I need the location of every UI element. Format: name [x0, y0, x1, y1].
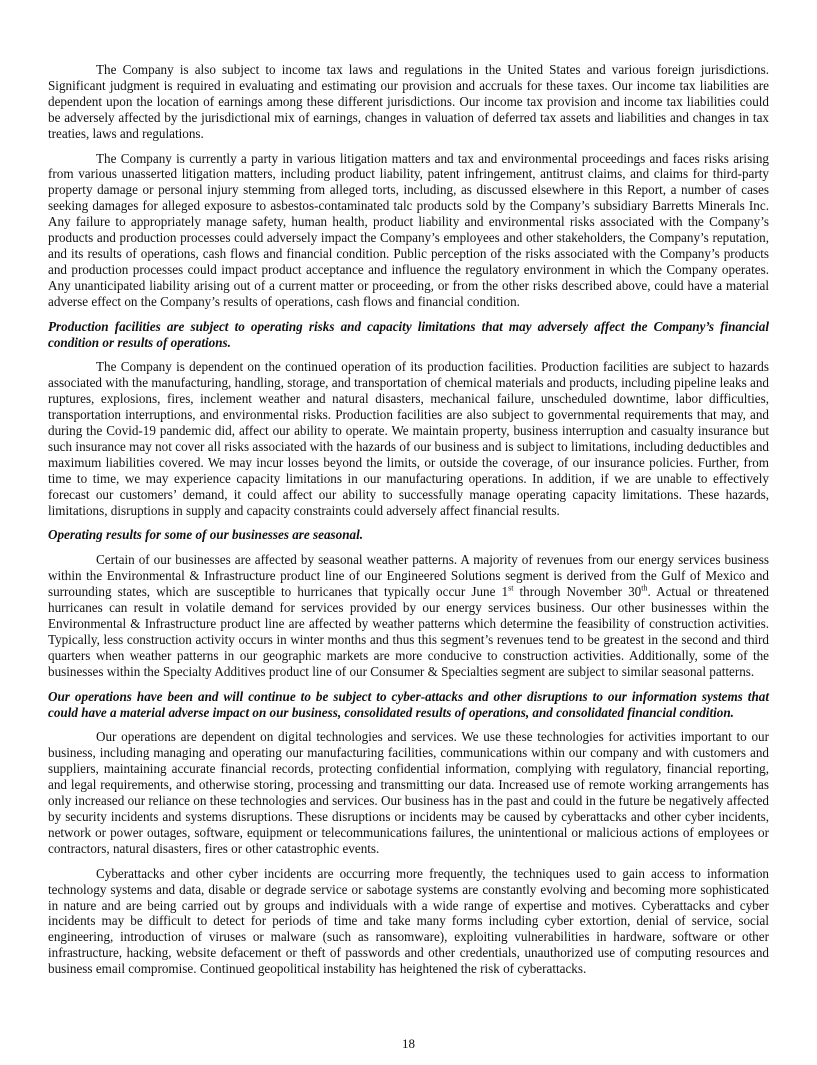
seasonal-text-3: . Actual or threatened hurricanes can result in volatile demand for services provided by our energy services business. Our other businesses within the Environmental & Infrastructure product line are affected by weather patterns which determine the feasibility of construction activities. Typically, less construction activity occurs in winter months and thus this segment’s revenues tend to be greatest in the second and third quarters when weather patterns in our geographic markets are more conducive to construction activities. Additionally, some of the businesses within the Specialty Additives product line of our Consumer & Specialties segment are subject to similar seasonal patterns.: [48, 584, 769, 679]
page-number: 18: [402, 1036, 415, 1051]
paragraph-income-tax: The Company is also subject to income tax laws and regulations in the United States and various foreign jurisdictions. Significant judgment is required in evaluating and estimating our provision and accruals for these taxes. Our income tax liabilities are dependent upon the location of earnings among these different jurisdictions. Our income tax provision and income tax liabilities could be adversely affected by the jurisdictional mix of earnings, changes in valuation of deferred tax assets and liabilities and changes in tax treaties, laws and regulations.: [48, 62, 769, 141]
heading-cyber-attacks: Our operations have been and will continue to be subject to cyber-attacks and other disruptions to our information systems that could have a material adverse impact on our business, consolidated results of operations, and consolidated financial condition.: [48, 688, 769, 720]
paragraph-litigation: The Company is currently a party in various litigation matters and tax and environmental proceedings and faces risks arising from various unasserted litigation matters, including product liability, patent infringement, antitrust claims, and claims for third-party property damage or personal injury stemming from alleged torts, including, as discussed elsewhere in this Report, a number of cases seeking damages for alleged exposure to asbestos-contaminated talc products sold by the Company’s subsidiary Barretts Minerals Inc. Any failure to appropriately manage safety, human health, product liability and environmental risks associated with the Company’s products and production processes could adversely impact the Company’s employees and other stakeholders, the Company’s reputation, and its results of operations, cash flows and financial condition. Public perception of the risks associated with the Company’s products and production processes could impact product acceptance and influence the regulatory environment in which the Company operates. Any unanticipated liability arising out of a current matter or proceeding, or from the other risks described above, could have a material adverse effect on the Company’s results of operations, cash flows and financial condition.: [48, 150, 769, 309]
paragraph-seasonal: [48, 552, 769, 679]
paragraph-digital-technologies: Our operations are dependent on digital technologies and services. We use these technologies for activities important to our business, including managing and operating our manufacturing facilities, communications within our company and with customers and suppliers, maintaining accurate financial records, protecting confidential information, complying with regulatory, financial reporting, and legal requirements, and otherwise storing, processing and transmitting our data. Increased use of remote working arrangements has only increased our reliance on these technologies and services. Our business has in the past and could in the future be negatively affected by security incidents and systems disruptions. These disruptions or incidents may be caused by cyberattacks and other cyber incidents, network or power outages, software, equipment or telecommunications failures, the unintentional or malicious actions of employees or contractors, natural disasters, fires or other catastrophic events.: [48, 729, 769, 856]
seasonal-text-2: through November 30: [513, 584, 642, 600]
document-page: [48, 62, 769, 986]
heading-production-facilities: Production facilities are subject to operating risks and capacity limitations that may adversely affect the Company’s financial condition or results of operations.: [48, 318, 769, 350]
heading-seasonal: Operating results for some of our businesses are seasonal.: [48, 527, 364, 543]
superscript-st: st: [508, 583, 514, 593]
paragraph-production-facilities: The Company is dependent on the continued operation of its production facilities. Production facilities are subject to hazards associated with the manufacturing, handling, storage, and transportation of chemical materials and products, including pipeline leaks and ruptures, explosions, fires, inclement weather and natural disasters, mechanical failure, unscheduled downtime, labor difficulties, transportation interruptions, and environmental risks. Production facilities are also subject to governmental requirements that may, and during the Covid-19 pandemic did, affect our ability to operate. We maintain property, business interruption and casualty insurance but such insurance may not cover all risks associated with the hazards of our business and is subject to limitations, including deductibles and maximum liabilities covered. We may incur losses beyond the limits, or outside the coverage, of our insurance policies. Further, from time to time, we may experience capacity limitations in our manufacturing operations. In addition, if we are unable to effectively forecast our customers’ demand, it could affect our ability to successfully manage operating capacity limitations. These hazards, limitations, disruptions in supply and capacity constraints could adversely affect financial results.: [48, 359, 769, 518]
superscript-th: th: [641, 583, 648, 593]
seasonal-text-1: Certain of our businesses are affected by seasonal weather patterns. A majority of revenues from our energy services business within the Environmental & Infrastructure product line of our Engineered Solutions segment is derived from the Gulf of Mexico and surrounding states, which are susceptible to hurricanes that typically occur June 1: [48, 552, 769, 600]
paragraph-cyber-incidents: Cyberattacks and other cyber incidents are occurring more frequently, the techniques used to gain access to information technology systems and data, disable or degrade service or sabotage systems are constantly evolving and becoming more sophisticated in nature and are being carried out by groups and individuals with a wide range of expertise and motives. Cyberattacks and cyber incidents may be difficult to detect for periods of time and take many forms including cyber extortion, denial of service, social engineering, introduction of viruses or malware (such as ransomware), exploiting vulnerabilities in hardware, software or other infrastructure, hacking, website defacement or theft of passwords and other credentials, unauthorized use of computing resources and business email compromise. Continued geopolitical instability has heightened the risk of cyberattacks.: [48, 865, 769, 977]
